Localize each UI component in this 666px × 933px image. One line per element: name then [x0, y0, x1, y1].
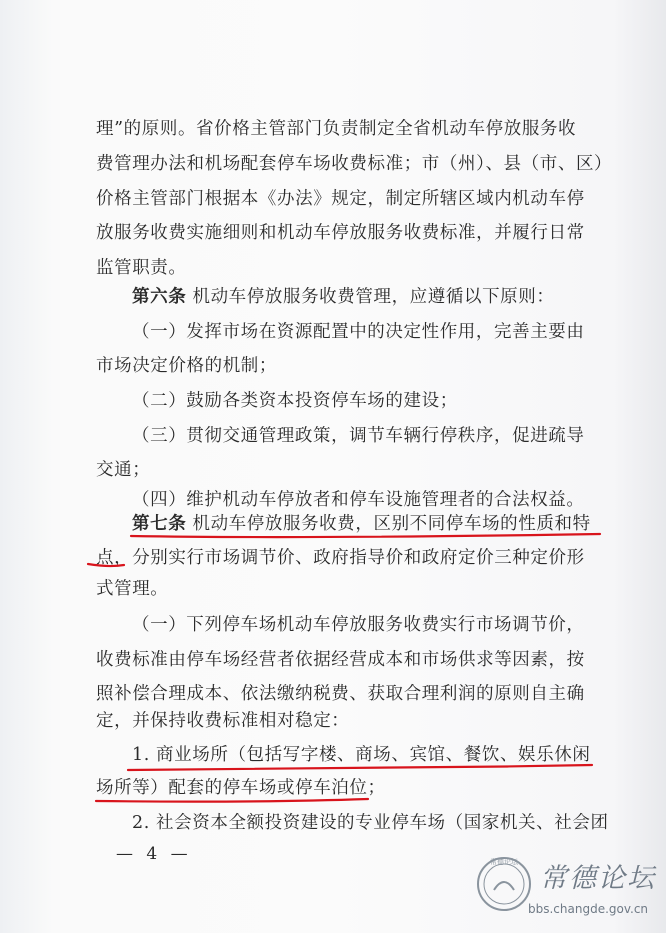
forum-logo-icon: [472, 852, 536, 916]
list-item-1: 1. 商业场所（包括写字楼、商场、宾馆、餐饮、娱乐休闲: [132, 745, 591, 765]
text-line: 价格主管部门根据本《办法》规定，制定所辖区域内机动车停: [96, 189, 585, 209]
article-7-label: 第七条: [132, 514, 187, 534]
article-7-text: 机动车停放服务收费，区别不同停车场的性质和特: [192, 514, 591, 534]
text-line: 照补偿合理成本、依法缴纳税费、获取合理利润的原则自主确: [96, 684, 585, 704]
text-line: （一）发挥市场在资源配置中的决定性作用，完善主要由: [132, 322, 585, 342]
text-line: 理”的原则。省价格主管部门负责制定全省机动车停放服务收: [96, 119, 577, 139]
watermark: [472, 850, 662, 930]
article-6-label: 第六条: [132, 287, 187, 307]
text-line: 费管理办法和机场配套停车场收费标准；市（州）、县（市、区）: [96, 154, 613, 174]
watermark-title: 常德论坛: [540, 863, 656, 894]
text-line: 市场决定价格的机制；: [96, 356, 277, 376]
text-line: （三）贯彻交通管理政策，调节车辆行停秩序，促进疏导: [132, 426, 585, 446]
text-line: 放服务收费实施细则和机动车停放服务收费标准，并履行日常: [96, 223, 585, 243]
article-7: [132, 512, 652, 536]
text-line: （二）鼓励各类资本投资停车场的建设；: [132, 391, 458, 411]
text-line: 收费标准由停车场经营者依据经营成本和市场供求等因素，按: [96, 650, 585, 670]
page-number: — 4 —: [116, 844, 192, 864]
watermark-url: bbs.changde.gov.cn: [528, 902, 649, 916]
text-line: 点，分别实行市场调节价、政府指导价和政府定价三种定价形: [96, 548, 585, 568]
text-line: （一）下列停车场机动车停放服务收费实行市场调节价，: [132, 615, 585, 635]
list-item-2: 2. 社会资本全额投资建设的专业停车场（国家机关、社会团: [132, 813, 609, 833]
text-line: 式管理。: [96, 579, 169, 599]
logo-text: 常德论坛: [490, 858, 518, 866]
list-item-1-cont: 场所等）配套的停车场或停车泊位；: [96, 778, 386, 798]
article-6: [132, 285, 652, 309]
text-line: 交通；: [96, 460, 151, 480]
article-6-text: 机动车停放服务收费管理，应遵循以下原则：: [192, 287, 555, 307]
text-line: 监管职责。: [96, 258, 187, 278]
text-line: （四）维护机动车停放者和停车设施管理者的合法权益。: [132, 490, 585, 510]
text-line: 定，并保持收费标准相对稳定：: [96, 711, 350, 731]
